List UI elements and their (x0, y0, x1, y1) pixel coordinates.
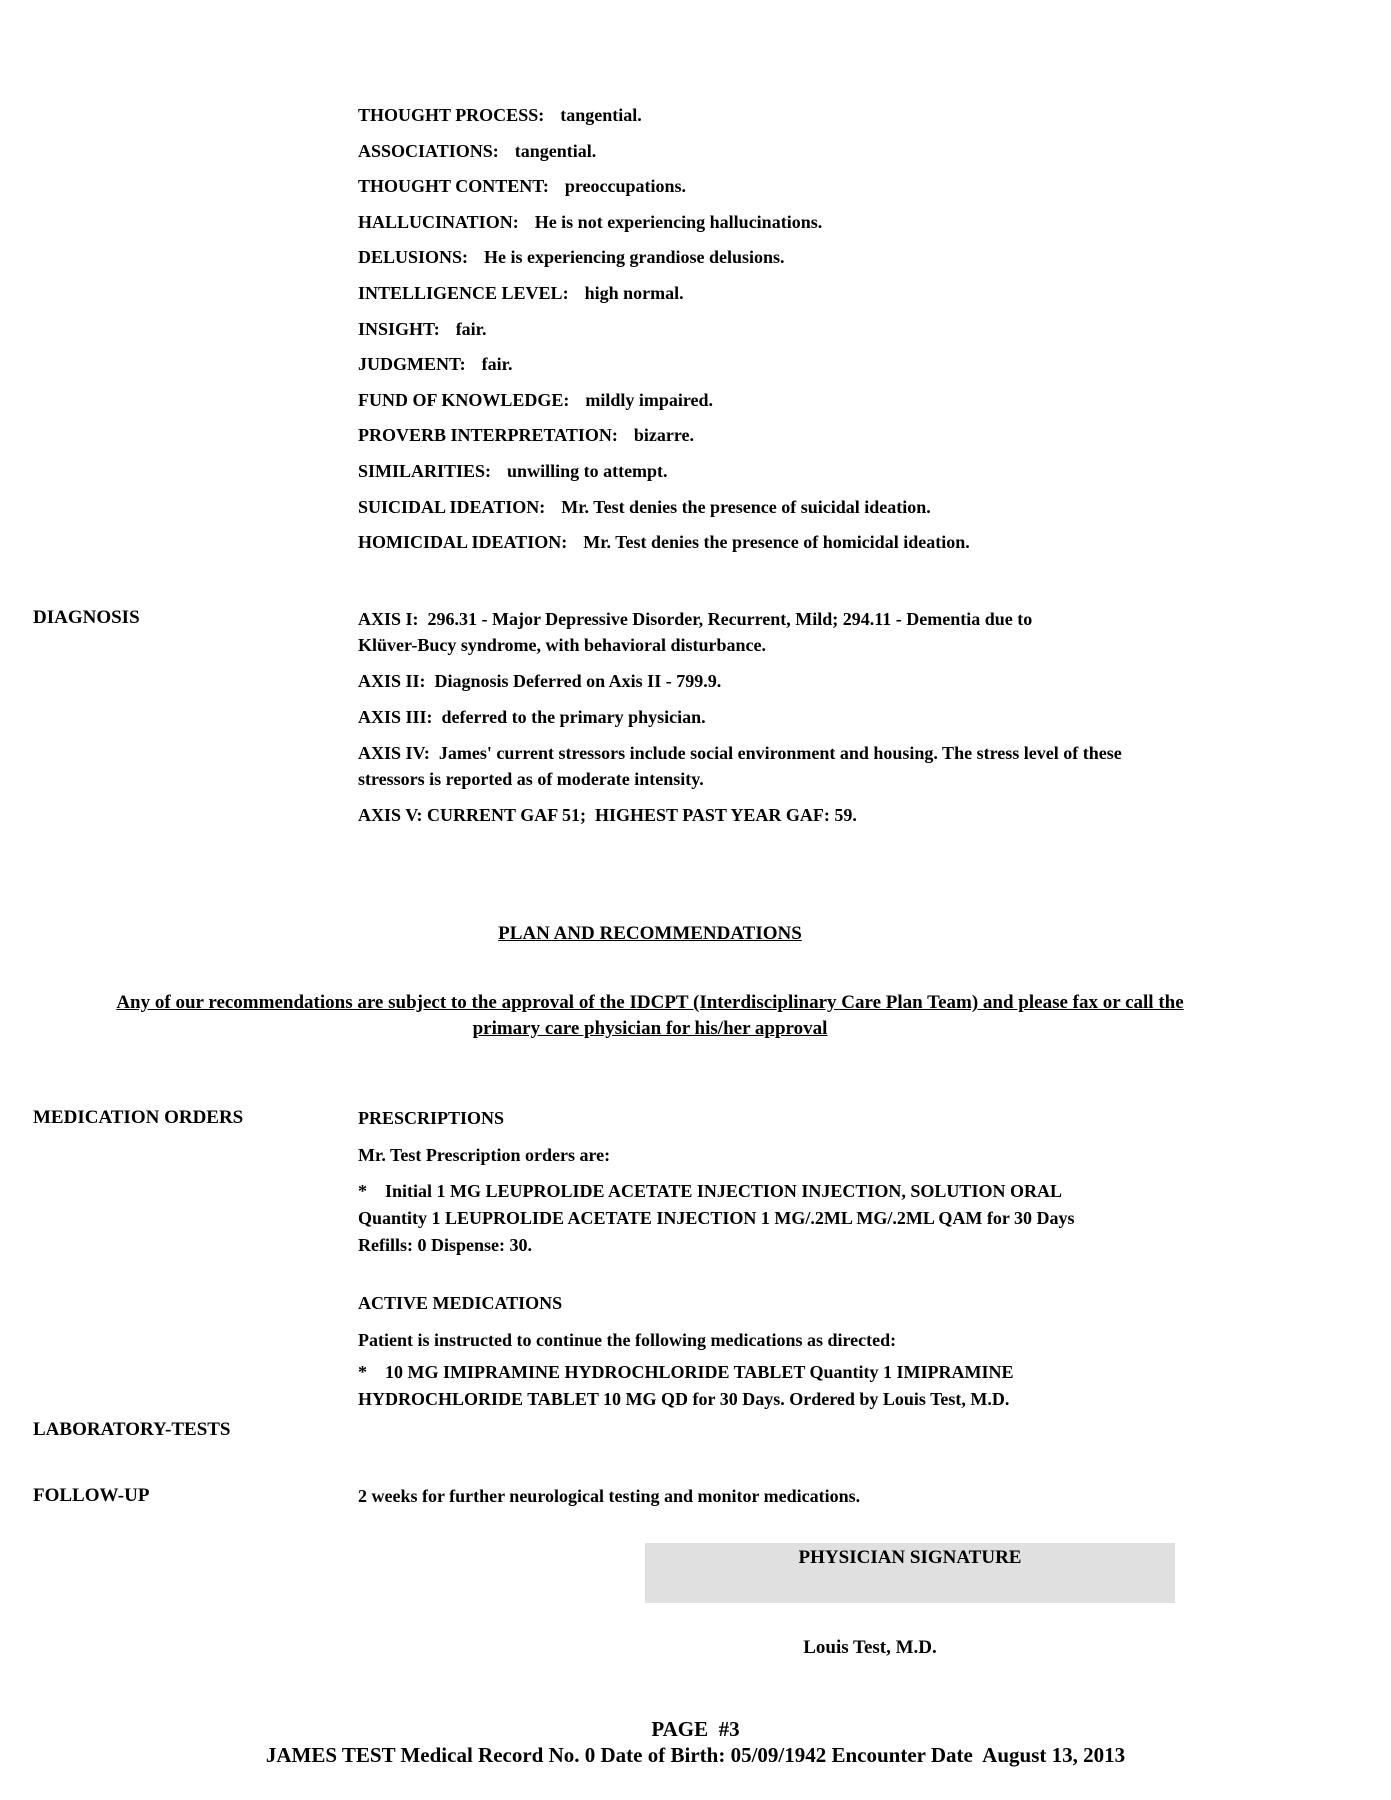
physician-name: Louis Test, M.D. (803, 1637, 937, 1658)
axis-i-line-1: AXIS I: 296.31 - Major Depressive Disorder, Recurrent, Mild; 294.11 - Dementia due to (358, 609, 1033, 629)
prescription-line-2: Quantity 1 LEUPROLIDE ACETATE INJECTION 1 MG/.2ML MG/.2ML QAM for 30 Days (358, 1208, 1075, 1228)
medication-orders-section-label: MEDICATION ORDERS (33, 1107, 244, 1128)
axis-v (358, 802, 1208, 828)
mental-status-row (358, 460, 970, 483)
field-label: INSIGHT: (358, 318, 440, 339)
mental-status-row (358, 175, 970, 198)
field-label: FUND OF KNOWLEDGE: (358, 389, 570, 410)
active-medication-line-1: * 10 MG IMIPRAMINE HYDROCHLORIDE TABLET Quantity 1 IMIPRAMINE (358, 1362, 1014, 1382)
field-label: SUICIDAL IDEATION: (358, 496, 546, 517)
mental-status-row (358, 246, 970, 269)
field-value: Mr. Test denies the presence of suicidal ideation. (561, 496, 931, 517)
diagnosis-section-label: DIAGNOSIS (33, 607, 140, 628)
active-medications-heading: ACTIVE MEDICATIONS (358, 1293, 563, 1313)
axis-v-line: AXIS V: CURRENT GAF 51; HIGHEST PAST YEAR GAF: 59. (358, 805, 857, 825)
prescription-item (358, 1178, 1208, 1259)
field-value: Mr. Test denies the presence of homicidal ideation. (583, 532, 970, 553)
follow-up-value: 2 weeks for further neurological testing and monitor medications. (358, 1486, 861, 1506)
page-footer (0, 1716, 1391, 1768)
mental-status-section (358, 104, 970, 567)
field-label: PROVERB INTERPRETATION: (358, 425, 618, 446)
axis-i (358, 606, 1208, 658)
mental-status-row (358, 353, 970, 376)
field-label: SIMILARITIES: (358, 460, 492, 481)
field-value: bizarre. (633, 425, 695, 446)
field-label: HALLUCINATION: (358, 211, 519, 232)
follow-up-section-label: FOLLOW-UP (33, 1485, 150, 1506)
plan-subtitle (30, 990, 1270, 1042)
mental-status-row (358, 424, 970, 447)
field-label: JUDGMENT: (358, 354, 466, 375)
physician-signature-box (645, 1543, 1175, 1603)
field-value: He is experiencing grandiose delusions. (484, 247, 785, 268)
page-number: PAGE #3 (651, 1717, 740, 1741)
plan-subtitle-line-2: primary care physician for his/her approval (472, 1018, 828, 1039)
medication-orders-content (358, 1106, 1208, 1413)
prescription-line-1: * Initial 1 MG LEUPROLIDE ACETATE INJECTION INJECTION, SOLUTION ORAL (358, 1181, 1062, 1201)
mental-status-row (358, 496, 970, 519)
field-value: high normal. (584, 282, 684, 303)
plan-subtitle-line-1: Any of our recommendations are subject to the approval of the IDCPT (Interdisciplinary Care Plan Team) and please fax or call the (116, 992, 1184, 1013)
field-label: ASSOCIATIONS: (358, 140, 499, 161)
field-label: THOUGHT PROCESS: (358, 105, 545, 125)
active-medications-intro: Patient is instructed to continue the following medications as directed: (358, 1330, 897, 1350)
mental-status-row (358, 104, 970, 127)
field-value: tangential. (560, 105, 642, 125)
field-value: tangential. (514, 140, 597, 161)
axis-ii (358, 668, 1208, 694)
field-label: DELUSIONS: (358, 247, 469, 268)
axis-i-line-2: Klüver-Bucy syndrome, with behavioral disturbance. (358, 635, 767, 655)
axis-iii (358, 704, 1208, 730)
field-value: He is not experiencing hallucinations. (534, 211, 823, 232)
axis-ii-line: AXIS II: Diagnosis Deferred on Axis II - 799.9. (358, 671, 722, 691)
mental-status-row (358, 211, 970, 234)
field-value: mildly impaired. (585, 389, 714, 410)
active-medication-item (358, 1359, 1208, 1413)
plan-section (30, 922, 1270, 1042)
physician-signature-label: PHYSICIAN SIGNATURE (798, 1547, 1022, 1568)
field-label: THOUGHT CONTENT: (358, 176, 549, 197)
prescription-line-3: Refills: 0 Dispense: 30. (358, 1235, 532, 1255)
field-value: fair. (481, 354, 513, 375)
axis-iv (358, 740, 1208, 792)
prescriptions-heading: PRESCRIPTIONS (358, 1108, 505, 1128)
mental-status-row (358, 389, 970, 412)
active-medication-line-2: HYDROCHLORIDE TABLET 10 MG QD for 30 Days. Ordered by Louis Test, M.D. (358, 1389, 1010, 1409)
field-value: fair. (455, 318, 487, 339)
axis-iv-line-1: AXIS IV: James' current stressors include social environment and housing. The stress level of these (358, 743, 1122, 763)
field-value: unwilling to attempt. (507, 460, 668, 481)
mental-status-row (358, 531, 970, 554)
field-label: HOMICIDAL IDEATION: (358, 532, 568, 553)
patient-record-line: JAMES TEST Medical Record No. 0 Date of Birth: 05/09/1942 Encounter Date August 13, 2013 (265, 1743, 1126, 1767)
axis-iv-line-2: stressors is reported as of moderate intensity. (358, 769, 704, 789)
prescriptions-intro: Mr. Test Prescription orders are: (358, 1145, 611, 1165)
diagnosis-content (358, 606, 1208, 838)
field-value: preoccupations. (564, 176, 687, 197)
mental-status-row (358, 282, 970, 305)
laboratory-tests-section-label: LABORATORY-TESTS (33, 1419, 231, 1440)
field-label: INTELLIGENCE LEVEL: (358, 282, 569, 303)
plan-title: PLAN AND RECOMMENDATIONS (498, 923, 802, 944)
mental-status-row (358, 140, 970, 163)
mental-status-row (358, 318, 970, 341)
axis-iii-line: AXIS III: deferred to the primary physician. (358, 707, 706, 727)
